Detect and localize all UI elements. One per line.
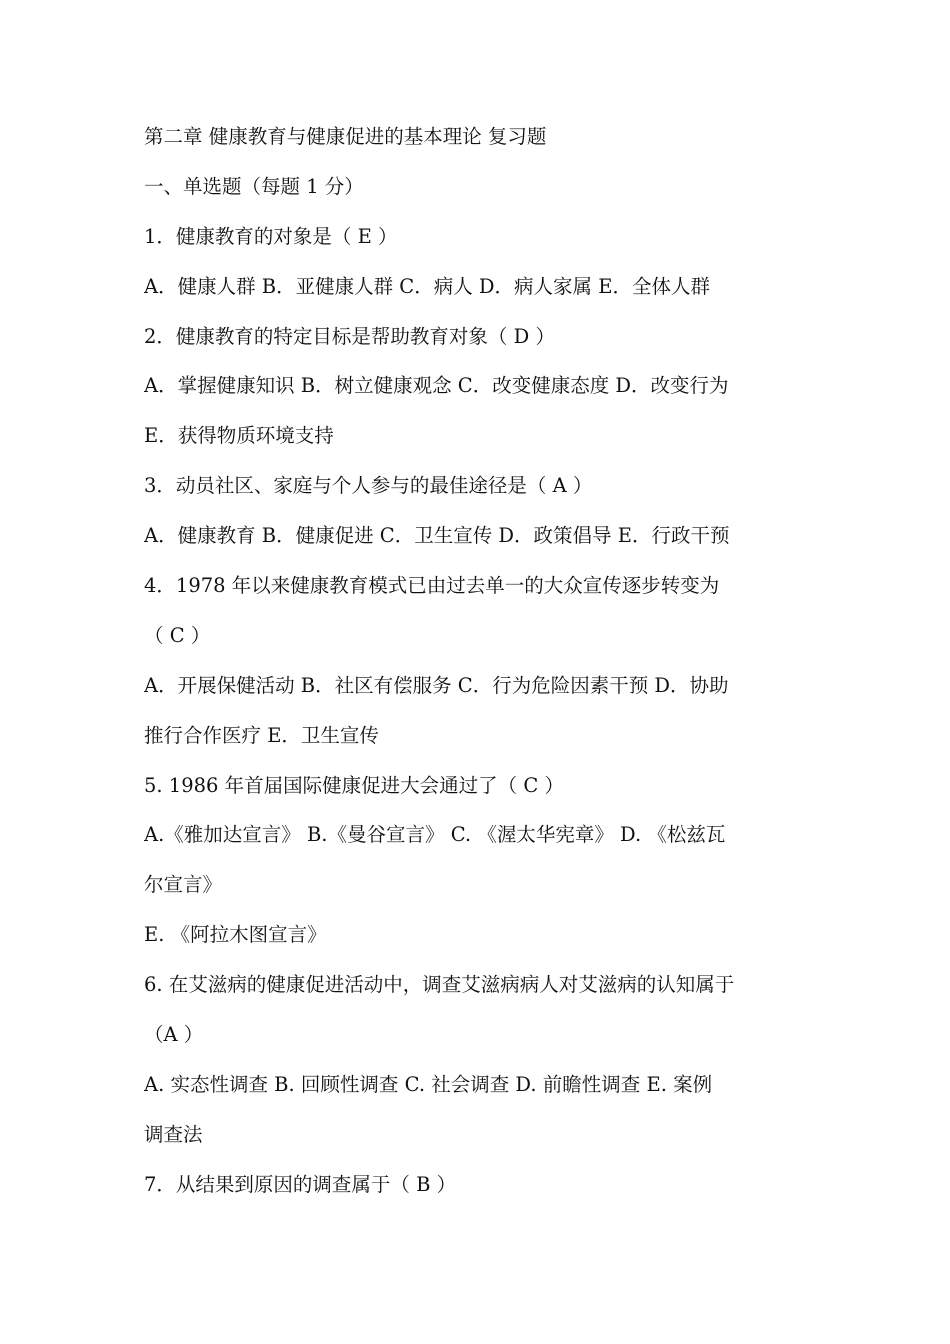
text-line: （ C ）	[144, 623, 211, 647]
section-heading: 一、单选题（每题 1 分）	[144, 174, 364, 198]
text-line: A．开展保健活动 B．社区有偿服务 C．行为危险因素干预 D．协助	[144, 673, 729, 697]
text-line: 6. 在艾滋病的健康促进活动中，调查艾滋病病人对艾滋病的认知属于	[144, 973, 735, 997]
text-line: E．获得物质环境支持	[144, 424, 334, 448]
text-line: 推行合作医疗 E．卫生宣传	[144, 723, 379, 747]
text-line: （A ）	[144, 1023, 204, 1047]
text-line: 3．动员社区、家庭与个人参与的最佳途径是（ A ）	[144, 474, 593, 498]
text-line: 2．健康教育的特定目标是帮助教育对象（ D ）	[144, 324, 555, 348]
text-line: A．健康教育 B．健康促进 C．卫生宣传 D．政策倡导 E．行政干预	[144, 524, 730, 548]
text-line: A．掌握健康知识 B．树立健康观念 C．改变健康态度 D．改变行为	[144, 374, 729, 398]
chapter-title: 第二章 健康教育与健康促进的基本理论 复习题	[144, 125, 547, 148]
text-line: A. 实态性调查 B. 回顾性调查 C. 社会调查 D. 前瞻性调查 E. 案例	[144, 1072, 713, 1096]
text-line: 1．健康教育的对象是（ E ）	[144, 224, 398, 248]
text-line: A.《雅加达宣言》 B.《曼谷宣言》 C. 《渥太华宪章》 D. 《松兹瓦	[144, 823, 726, 847]
text-line: E. 《阿拉木图宣言》	[144, 923, 327, 947]
text-line: A．健康人群 B．亚健康人群 C．病人 D．病人家属 E．全体人群	[144, 274, 710, 298]
text-line: 5. 1986 年首届国际健康促进大会通过了（ C ）	[144, 773, 564, 797]
text-line: 4．1978 年以来健康教育模式已由过去单一的大众宣传逐步转变为	[144, 574, 720, 598]
text-line: 尔宣言》	[144, 873, 223, 897]
document-page	[144, 112, 812, 1210]
text-line: 调查法	[144, 1122, 203, 1146]
text-line: 7．从结果到原因的调查属于（ B ）	[144, 1172, 457, 1196]
